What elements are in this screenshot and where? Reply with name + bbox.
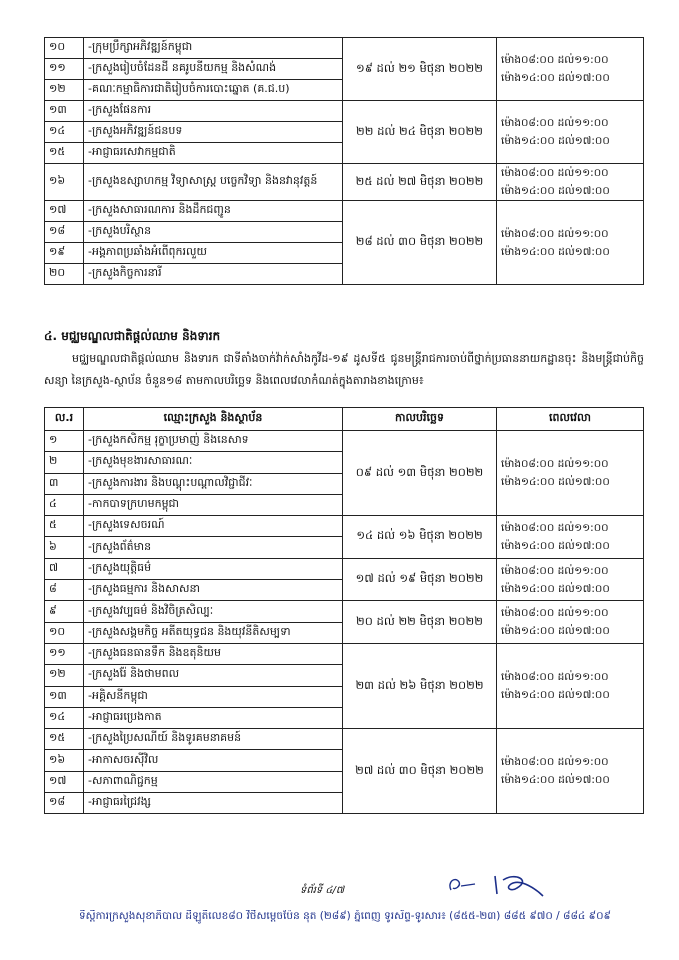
organization-name: -ក្រសួងផែនការ [84, 101, 343, 122]
row-number: ១៩ [45, 243, 84, 264]
table-row [45, 601, 644, 622]
organization-name: -ក្រសួងទេសចរណ៍ [84, 516, 343, 537]
organization-name: -សភាពាណិជ្ជកម្ម [84, 771, 343, 792]
time-slots [497, 101, 644, 164]
time-slot: ម៉ោង១៤:០០ ដល់១៧:០០ [501, 689, 610, 702]
signature-initials [445, 870, 555, 898]
time-slots [497, 431, 644, 516]
table-row [45, 516, 644, 537]
organization-name: -ក្រសួងសង្គមកិច្ច អតីតយុទ្ធជន និងយុវនីតិសម្បទា [84, 622, 343, 643]
organization-name: -ក្រសួងប្រៃសណីយ៍ និងទូរគមនាគមន៍ [84, 729, 343, 750]
organization-name: -ក្រសួងកិច្ចការនារី [84, 264, 343, 285]
table-row [45, 643, 644, 664]
table-row [45, 729, 644, 750]
time-slot: ម៉ោង១៤:០០ ដល់១៧:០០ [501, 135, 610, 147]
organization-name: -អាជ្ញាធរជ្រៃវង្ស [84, 793, 343, 814]
row-number: ៣ [45, 473, 84, 494]
time-slots [497, 643, 644, 728]
row-number: ២ [45, 452, 84, 473]
time-slots [497, 601, 644, 644]
organization-name: -អាជ្ញាធរសេវាកម្មជាតិ [84, 143, 343, 164]
row-number: ៨ [45, 580, 84, 601]
organization-name: -ក្រសួងធនធានទឹក និងឧតុនិយម [84, 643, 343, 664]
section-4-title: ៤. មជ្ឈមណ្ឌលជាតិផ្តល់ឈាម និងទារក [44, 329, 221, 343]
time-slots [497, 38, 644, 101]
schedule-table-section-4 [44, 407, 644, 814]
organization-name: -ក្រសួងកសិកម្ម រុក្ខាប្រមាញ់ និងនេសាទ [84, 431, 343, 452]
row-number: ១៤ [45, 707, 84, 728]
organization-name: -ក្រសួងបរិស្ថាន [84, 222, 343, 243]
time-slot: ម៉ោង០៨:០០ ដល់១១:០០ [501, 117, 609, 129]
organization-name: -អាជ្ញាធរប្រេងកាត [84, 707, 343, 728]
table-header-row [45, 408, 644, 431]
table-row [45, 558, 644, 579]
header-organization: ឈ្មោះក្រសួង និងស្ថាប័ន [84, 408, 343, 431]
header-no: ល.រ [45, 408, 84, 431]
organization-name: -ក្រសួងធម្មការ និងសាសនា [84, 580, 343, 601]
time-slot: ម៉ោង១៤:០០ ដល់១៧:០០ [501, 625, 610, 638]
time-slot: ម៉ោង០៨:០០ ដល់១១:០០ [501, 756, 609, 769]
organization-name: -ក្រសួងវប្បធម៌ និងវិចិត្រសិល្បៈ [84, 601, 343, 622]
time-slot: ម៉ោង០៨:០០ ដល់១១:០០ [501, 521, 609, 534]
organization-name: -ក្រសួងមុខងារសាធារណៈ [84, 452, 343, 473]
row-number: ១៧ [45, 771, 84, 792]
date-range: ០៩ ដល់ ១៣ មិថុនា ២០២២ [343, 431, 497, 516]
time-slot: ម៉ោង១៤:០០ ដល់១៧:០០ [501, 72, 610, 84]
header-date: កាលបរិច្ឆេទ [343, 408, 497, 431]
date-range: ១៤ ដល់ ១៦ មិថុនា ២០២២ [343, 516, 497, 559]
time-slots [497, 164, 644, 201]
table-row [45, 164, 644, 201]
organization-name: -ក្រសួងយុត្តិធម៌ [84, 558, 343, 579]
time-slot: ម៉ោង១៤:០០ ដល់១៧:០០ [501, 185, 610, 197]
organization-name: -ក្រសួងឧស្សាហកម្ម វិទ្យាសាស្ត្រ បច្ចេកវិទ្យា និងនវានុវត្តន៍ [84, 164, 343, 201]
organization-name: -ក្រសួងអភិវឌ្ឍន៍ជនបទ [84, 122, 343, 143]
table-row [45, 38, 644, 59]
table-row [45, 431, 644, 452]
date-range: ១៩ ដល់ ២១ មិថុនា ២០២២ [343, 38, 497, 101]
time-slot: ម៉ោង០៨:០០ ដល់១១:០០ [501, 167, 609, 179]
table-row [45, 201, 644, 222]
row-number: ១១ [45, 59, 84, 80]
date-range: ២៨ ដល់ ៣០ មិថុនា ២០២២ [343, 201, 497, 285]
organization-name: -ក្រសួងព័ត៌មាន [84, 537, 343, 558]
time-slot: ម៉ោង១៤:០០ ដល់១៧:០០ [501, 245, 610, 258]
row-number: ៤ [45, 494, 84, 515]
organization-name: -អាកាសចរស៊ីវិល [84, 750, 343, 771]
date-range: ១៧ ដល់ ១៩ មិថុនា ២០២២ [343, 558, 497, 601]
time-slots [497, 558, 644, 601]
row-number: ១២ [45, 80, 84, 101]
organization-name: -ក្រសួងរ៉ែ និងថាមពល [84, 665, 343, 686]
row-number: ១៨ [45, 222, 84, 243]
organization-name: -អង្គភាពប្រឆាំងអំពើពុករលួយ [84, 243, 343, 264]
date-range: ២២ ដល់ ២៤ មិថុនា ២០២២ [343, 101, 497, 164]
date-range: ២០ ដល់ ២២ មិថុនា ២០២២ [343, 601, 497, 644]
header-time: ពេលវេលា [497, 408, 644, 431]
time-slot: ម៉ោង១៤:០០ ដល់១៧:០០ [501, 582, 610, 595]
organization-name: -អគ្គិសនីកម្ពុជា [84, 686, 343, 707]
organization-name: -ក្រសួងការងារ និងបណ្តុះបណ្តាលវិជ្ជាជីវៈ [84, 473, 343, 494]
organization-name: -កាកបាទក្រហមកម្ពុជា [84, 494, 343, 515]
time-slot: ម៉ោង០៨:០០ ដល់១១:០០ [501, 54, 609, 66]
time-slot: ម៉ោង០៨:០០ ដល់១១:០០ [501, 607, 609, 620]
section-4-paragraph: មជ្ឈមណ្ឌលជាតិផ្តល់ឈាម និងទារក ជាទីតាំងចាក់វ៉ាក់សាំងកូវីដ-១៩ ដូសទី៥ ជូនមន្ត្រីរាជការចាប់ពីថ្នាក់ប្រធាននាយកដ្ឋានចុះ និងមន្ត្រីជាប់កិច្ចសន្យា នៃក្រសួង-ស្ថាប័ន ចំនួន១៨ តាមកាលបរិច្ឆេទ និងពេលវេលាកំណត់ក្នុងតារាងខាងក្រោម៖ [44, 352, 644, 387]
date-range: ២៧ ដល់ ៣០ មិថុនា ២០២២ [343, 729, 497, 814]
row-number: ១៤ [45, 122, 84, 143]
schedule-table-continued [44, 37, 644, 285]
time-slot: ម៉ោង០៨:០០ ដល់១១:០០ [501, 227, 609, 240]
row-number: ១៨ [45, 793, 84, 814]
page-number: ទំព័រទី ៤/៧ [300, 885, 345, 896]
organization-name: -ក្រុមប្រឹក្សាអភិវឌ្ឍន៍កម្ពុជា [84, 38, 343, 59]
row-number: ១២ [45, 665, 84, 686]
row-number: ១៦ [45, 750, 84, 771]
row-number: ១១ [45, 643, 84, 664]
row-number: ១០ [45, 622, 84, 643]
time-slot: ម៉ោង០៨:០០ ដល់១១:០០ [501, 564, 609, 577]
row-number: ១៧ [45, 201, 84, 222]
row-number: ១៦ [45, 164, 84, 201]
time-slots [497, 201, 644, 285]
row-number: ៩ [45, 601, 84, 622]
time-slot: ម៉ោង១៤:០០ ដល់១៧:០០ [501, 539, 610, 552]
time-slots [497, 729, 644, 814]
row-number: ១៣ [45, 101, 84, 122]
row-number: ១០ [45, 38, 84, 59]
time-slot: ម៉ោង០៨:០០ ដល់១១:០០ [501, 458, 609, 471]
row-number: ៧ [45, 558, 84, 579]
time-slot: ម៉ោង០៨:០០ ដល់១១:០០ [501, 671, 609, 684]
row-number: ៥ [45, 516, 84, 537]
row-number: ១ [45, 431, 84, 452]
time-slot: ម៉ោង១៤:០០ ដល់១៧:០០ [501, 774, 610, 787]
time-slots [497, 516, 644, 559]
footer-address: ទីស្តីការក្រសួងសុខាភិបាល ដីឡូតិ៍លេខ៨០ វិថីសម្តេចប៉ែន នុត (២៨៩) ភ្នំពេញ ទូរស័ព្ទ-ទូរសារ៖ (៨៥៥-២៣) ៨៨៥ ៩៧០ / ៨៨៤ ៩០៩ [78, 910, 611, 922]
organization-name: -គណៈកម្មាធិការជាតិរៀបចំការបោះឆ្នោត (គ.ជ.ប) [84, 80, 343, 101]
table-row [45, 101, 644, 122]
organization-name: -ក្រសួងរៀបចំដែនដី នគរូបនីយកម្ម និងសំណង់ [84, 59, 343, 80]
row-number: ២០ [45, 264, 84, 285]
row-number: ៦ [45, 537, 84, 558]
row-number: ១៣ [45, 686, 84, 707]
time-slot: ម៉ោង១៤:០០ ដល់១៧:០០ [501, 476, 610, 489]
row-number: ១៥ [45, 729, 84, 750]
date-range: ២៥ ដល់ ២៧ មិថុនា ២០២២ [343, 164, 497, 201]
organization-name: -ក្រសួងសាធារណការ និងដឹកជញ្ជូន [84, 201, 343, 222]
date-range: ២៣ ដល់ ២៦ មិថុនា ២០២២ [343, 643, 497, 728]
row-number: ១៥ [45, 143, 84, 164]
